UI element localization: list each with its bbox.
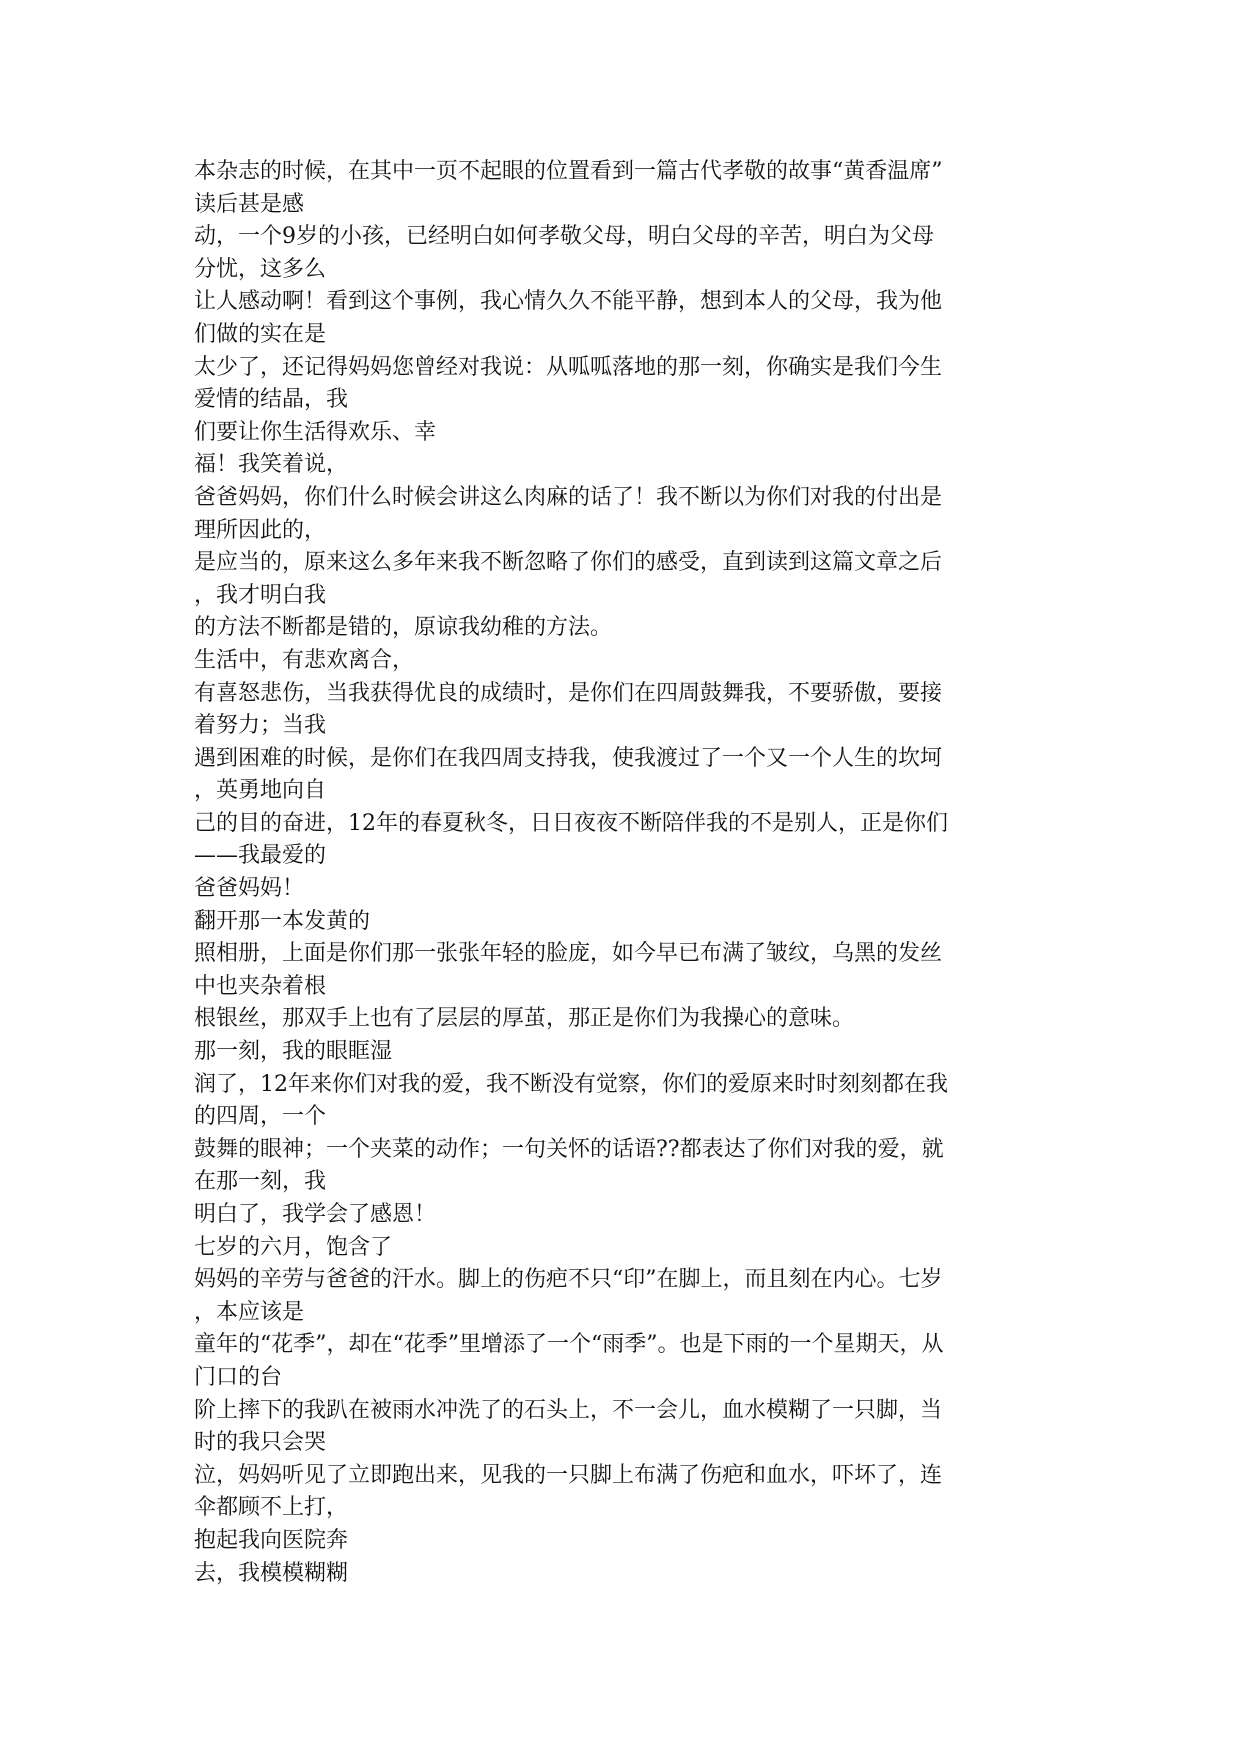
- text-line: 有喜怒悲伤，当我获得优良的成绩时，是你们在四周鼓舞我，不要骄傲，要接: [194, 680, 943, 706]
- text-line: 去，我模模糊糊: [194, 1560, 349, 1586]
- text-line: 那一刻，我的眼眶湿: [194, 1039, 393, 1065]
- text-line: 动，一个9岁的小孩，已经明白如何孝敬父母，明白父母的辛苦，明白为父母: [194, 224, 934, 250]
- text-line: 生活中，有悲欢离合，: [194, 647, 415, 673]
- text-line: ——我最爱的: [194, 843, 327, 869]
- text-line: 童年的“花季”，却在“花季”里增添了一个“雨季”。也是下雨的一个星期天，从: [194, 1332, 944, 1358]
- text-line: ，英勇地向自: [194, 778, 327, 804]
- text-line: 己的目的奋进，12年的春夏秋冬，日日夜夜不断陪伴我的不是别人，正是你们: [194, 810, 948, 836]
- text-line: 是应当的，原来这么多年来我不断忽略了你们的感受，直到读到这篇文章之后: [194, 550, 943, 576]
- document-body-text: [194, 156, 1054, 1590]
- text-line: 爸爸妈妈！: [194, 876, 305, 902]
- text-line: 阶上摔下的我趴在被雨水冲洗了的石头上，不一会儿，血水模糊了一只脚，当: [194, 1397, 943, 1423]
- text-line: 太少了，还记得妈妈您曾经对我说：从呱呱落地的那一刻，你确实是我们今生: [194, 354, 943, 380]
- text-line: 明白了，我学会了感恩！: [194, 1202, 437, 1227]
- text-line: 抱起我向医院奔: [194, 1527, 349, 1553]
- text-line: 爱情的结晶，我: [194, 387, 349, 413]
- text-line: 在那一刻，我: [194, 1169, 327, 1195]
- text-line: 七岁的六月，饱含了: [194, 1234, 393, 1260]
- text-line: 润了，12年来你们对我的爱，我不断没有觉察，你们的爱原来时时刻刻都在我: [194, 1071, 948, 1097]
- text-line: 们做的实在是: [194, 321, 327, 347]
- text-line: ，我才明白我: [194, 582, 327, 608]
- text-line: 让人感动啊！看到这个事例，我心情久久不能平静，想到本人的父母，我为他: [194, 289, 943, 315]
- text-line: 中也夹杂着根: [194, 973, 327, 999]
- text-line: 的方法不断都是错的，原谅我幼稚的方法。: [194, 615, 613, 641]
- text-line: 读后甚是感: [194, 191, 305, 217]
- text-line: 泣，妈妈听见了立即跑出来，见我的一只脚上布满了伤疤和血水，吓坏了，连: [194, 1462, 943, 1488]
- text-line: 时的我只会哭: [194, 1430, 327, 1456]
- text-line: 翻开那一本发黄的: [194, 908, 371, 934]
- text-line: 门口的台: [194, 1364, 283, 1390]
- text-line: 分忧，这多么: [194, 256, 327, 282]
- text-line: 伞都顾不上打，: [194, 1495, 349, 1521]
- text-line: 遇到困难的时候，是你们在我四周支持我，使我渡过了一个又一个人生的坎坷: [194, 745, 943, 771]
- text-line: 照相册，上面是你们那一张张年轻的脸庞，如今早已布满了皱纹，乌黑的发丝: [194, 941, 943, 967]
- text-line: 理所因此的，: [194, 517, 327, 543]
- text-line: 本杂志的时候，在其中一页不起眼的位置看到一篇古代孝敬的故事“黄香温席”: [194, 159, 943, 184]
- text-line: 根银丝，那双手上也有了层层的厚茧，那正是你们为我操心的意味。: [194, 1006, 855, 1032]
- text-line: 爸爸妈妈，你们什么时候会讲这么肉麻的话了！我不断以为你们对我的付出是: [194, 484, 943, 510]
- text-line: 着努力；当我: [194, 713, 327, 739]
- text-line: 鼓舞的眼神；一个夹菜的动作；一句关怀的话语??都表达了你们对我的爱，就: [194, 1136, 944, 1162]
- text-line: ，本应该是: [194, 1299, 305, 1325]
- text-line: 福！我笑着说，: [194, 452, 349, 478]
- text-line: 的四周，一个: [194, 1104, 327, 1130]
- text-line: 妈妈的辛劳与爸爸的汗水。脚上的伤疤不只“印”在脚上，而且刻在内心。七岁: [194, 1267, 943, 1293]
- text-line: 们要让你生活得欢乐、幸: [194, 419, 437, 445]
